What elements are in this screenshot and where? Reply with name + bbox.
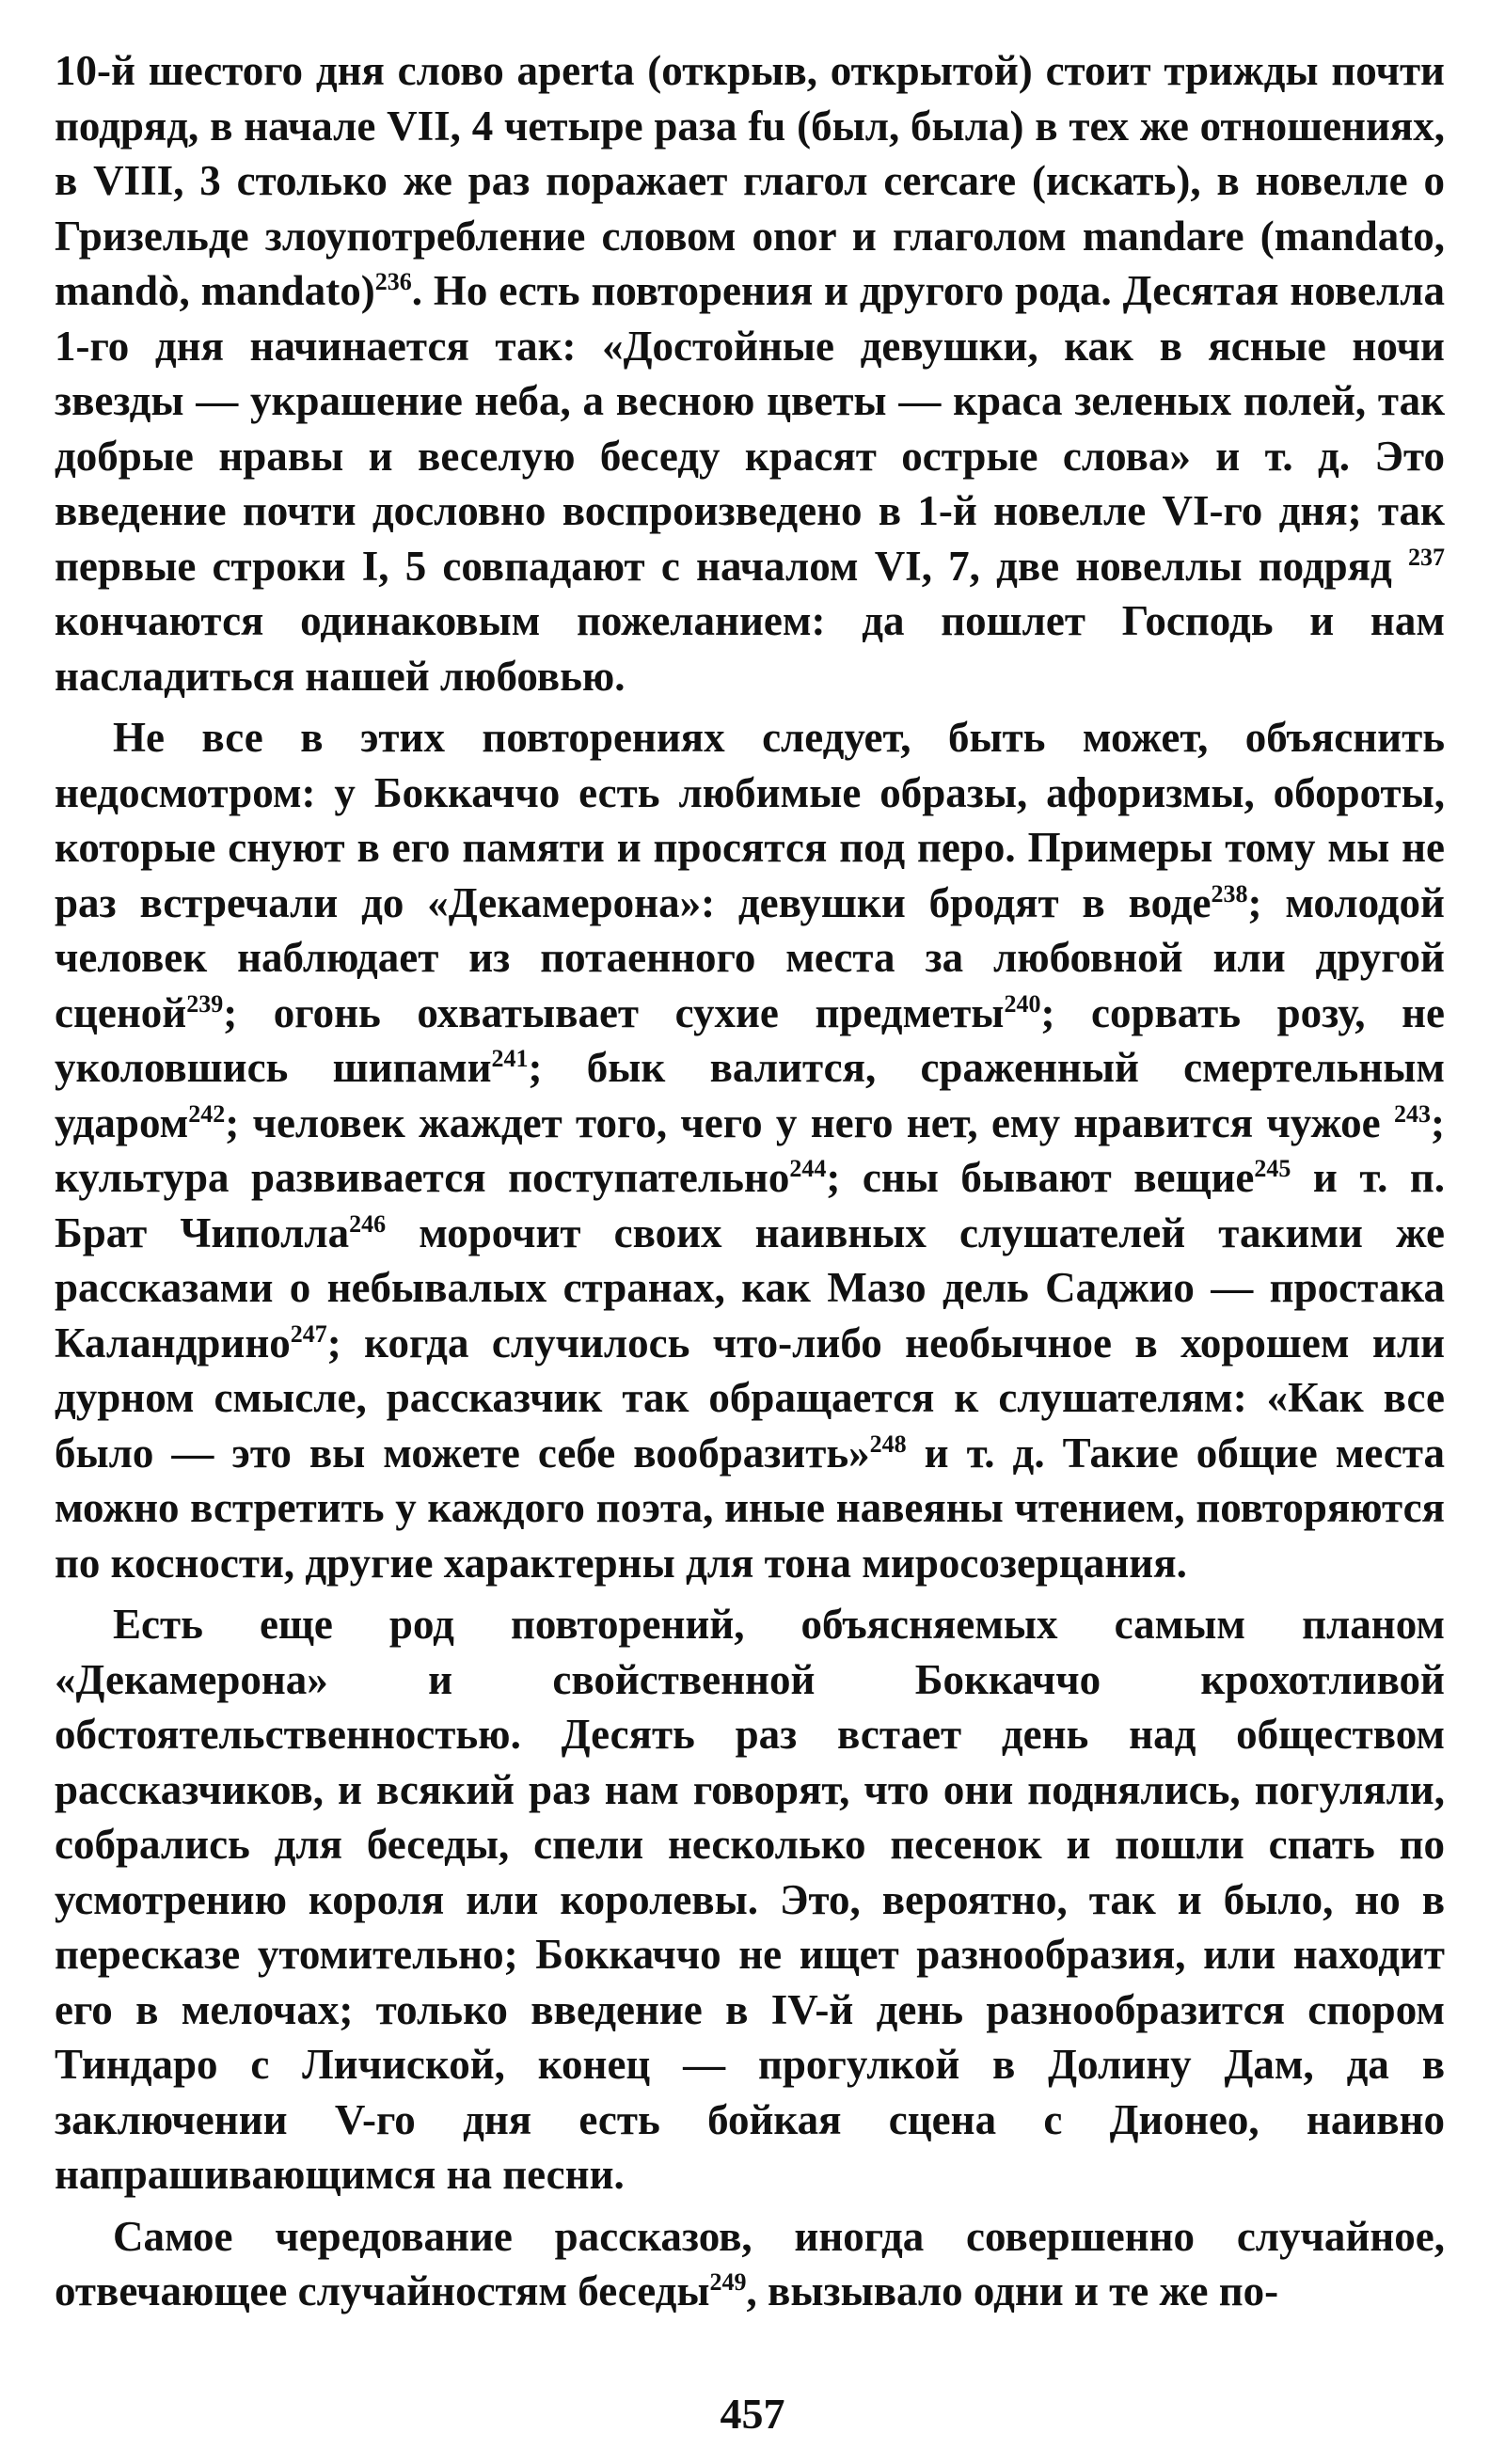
text-run: ; сорвать розу, не уколовшись шипами xyxy=(55,988,1445,1091)
footnote-marker: 236 xyxy=(374,268,412,295)
paragraph xyxy=(55,1597,1445,2203)
footnote-marker: 244 xyxy=(789,1155,827,1182)
footnote-marker: 245 xyxy=(1254,1155,1291,1182)
text-run: Самое чередование рассказов, иногда совершенно случайное, отвечающее случайностям беседы xyxy=(55,2212,1445,2314)
text-run: ; культура развивается поступательно xyxy=(55,1098,1445,1201)
footnote-marker: 238 xyxy=(1211,879,1248,908)
footnote-marker: 237 xyxy=(1408,543,1445,571)
text-run: ; бык валится, сраженный смертельным ударом xyxy=(55,1044,1445,1146)
text-run: , вызывало одни и те же по- xyxy=(746,2267,1279,2314)
paragraph xyxy=(55,43,1445,703)
text-run: кончаются одинаковым пожеланием: да пошлет Господь и нам насладиться нашей любовью. xyxy=(55,597,1445,700)
text-run: морочит своих наивных слушателей такими же рассказами о небывалых странах, как Мазо дель Саджио — простака Каландрино xyxy=(55,1208,1446,1366)
text-run: Есть еще род повторений, объясняемых самым планом «Декамерона» и свойственной Боккаччо крохотливой обстоятельственностью. Десять раз встает день над обществом рассказчиков, и всякий раз нам говорят, что они поднялись, погуляли, собрались для беседы, спели несколько песенок и пошли спать по усмотрению короля или королевы. Это, вероятно, так и было, но в пересказе утомительно; Боккаччо не ищет разнообразия, или находит его в мелочах; только введение в IV-й день разнообразится спором Тиндаро с Личиской, конец — прогулкой в Долину Дам, да в заключении V-го дня есть бойкая сцена с Дионео, наивно напрашивающимся на песни. xyxy=(55,1601,1445,2198)
text-run: ; сны бывают вещие xyxy=(826,1154,1255,1201)
footnote-marker: 241 xyxy=(491,1045,529,1072)
footnote-marker: 239 xyxy=(186,989,224,1018)
text-run: ; когда случилось что-либо необычное в хорошем или дурном смысле, рассказчик так обращается к слушателям: «Как все было — это вы можете себе вообразить» xyxy=(55,1319,1445,1477)
page-number: 457 xyxy=(720,2390,785,2438)
paragraph xyxy=(55,710,1445,1590)
text-run: и т. п. Брат Чиполла xyxy=(55,1154,1445,1256)
footnote-marker: 243 xyxy=(1394,1099,1431,1128)
text-run: ; человек жаждет того, чего у него нет, ему нравится чужое xyxy=(225,1098,1394,1146)
footnote-marker: 242 xyxy=(188,1099,226,1128)
footnote-marker: 247 xyxy=(290,1319,327,1348)
footnote-marker: 248 xyxy=(869,1429,907,1458)
footnote-marker: 246 xyxy=(349,1209,387,1238)
text-run: ; огонь охватывает сухие предметы xyxy=(223,988,1005,1036)
text-run: . Но есть повторения и другого рода. Десятая новелла 1-го дня начинается так: «Достойные девушки, как в ясные ночи звезды — украшение неба, а весною цветы — краса зеленых полей, так добрые нравы и веселую беседу красят острые слова» и т. д. Это введение почти дословно воспроизведено в 1-й новелле VI-го дня; так первые строки I, 5 совпадают с началом VI, 7, две новеллы подряд xyxy=(55,267,1445,590)
text-run: ; молодой человек наблюдает из потаенного места за любовной или другой сценой xyxy=(55,878,1445,1036)
text-run: и т. д. Такие общие места можно встретить у каждого поэта, иные навеяны чтением, повторяются по косности, другие характерны для тона миросозерцания. xyxy=(55,1429,1445,1587)
text-run: 10-й шестого дня слово aperta (открыв, открытой) стоит трижды почти подряд, в начале VII, 4 четыре раза fu (был, была) в тех же отношениях, в VIII, 3 столько же раз поражает глагол cercare (искать), в новелле о Гризельде злоупотребление словом onor и глаголом mandare (mandato, mandò, mandato) xyxy=(55,47,1445,314)
paragraph xyxy=(55,2209,1445,2319)
footnote-marker: 240 xyxy=(1004,989,1041,1018)
page-body xyxy=(55,43,1445,2319)
text-run: Не все в этих повторениях следует, быть может, объяснить недосмотром: у Боккаччо есть любимые образы, афоризмы, обороты, которые снуют в его памяти и просятся под перо. Примеры тому мы не раз встречали до «Декамерона»: девушки бродят в воде xyxy=(55,714,1445,926)
footnote-marker: 249 xyxy=(709,2268,747,2296)
